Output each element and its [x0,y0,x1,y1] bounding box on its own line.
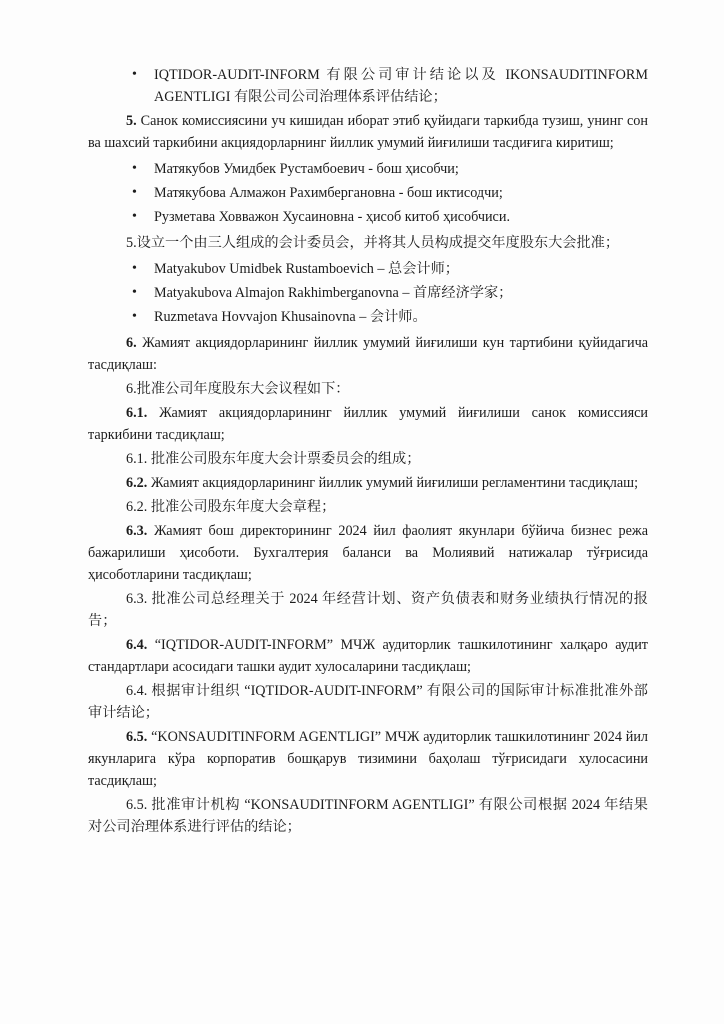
item-6-5-uz: 6.5. “KONSAUDITINFORM AGENTLIGI” МЧЖ аудиторлик ташкилотининг 2024 йил якунларига кўра корпоратив бошқарув тизимини баҳолаш тўғрисидаги хулосасини тасдиқлаш; [88,729,649,789]
item-6-2-uz: 6.2. Жамият акциядорларининг йиллик умумий йиғилиши регламентини тасдиқлаш; [126,475,639,491]
item-6-1-cn: 6.1. 批准公司股东年度大会计票委员会的组成； [126,451,421,467]
list-item [88,64,648,108]
bullet-icon: • [132,209,137,224]
item-number: 6.3. [126,523,148,539]
item-5-cn: 5.设立一个由三人组成的会计委员会，并将其人员构成提交年度股东大会批准； [126,235,620,251]
item-6-4-cn: 6.4. 根据审计组织 “IQTIDOR-AUDIT-INFORM” 有限公司的国际审计标准批准外部审计结论； [88,683,648,721]
item-number: 6.1. [126,405,148,421]
audit-conclusions-text: IQTIDOR-AUDIT-INFORM 有限公司审计结论以及 IKONSAUDITINFORM AGENTLIGI 有限公司公司治理体系评估结论； [154,67,648,105]
list-item: • Матякубова Алмажон Рахимбергановна - бош иктисодчи; [88,182,648,204]
members-list-uz [88,158,648,228]
item-number: 6. [126,335,137,351]
bullet-icon: • [132,185,137,200]
list-item: • Рузметава Ховважон Хусаиновна - ҳисоб китоб ҳисобчиси. [88,206,648,228]
document-body [88,64,648,838]
item-6-cn: 6.批准公司年度股东大会议程如下： [126,381,350,397]
item-6-uz: 6. Жамият акциядорларининг йиллик умумий йиғилиши кун тартибини қуйидагича тасдиқлаш: [88,335,649,373]
item-6-4-uz: 6.4. “IQTIDOR-AUDIT-INFORM” МЧЖ аудиторлик ташкилотининг халқаро аудит стандартлари асосидаги ташки аудит хулосаларини тасдиқлаш; [88,637,649,675]
item-6-3-uz: 6.3. Жамият бош директорининг 2024 йил фаолият якунлари бўйича бизнес режа бажарилиши ҳисоботи. Бухгалтерия баланси ва Молиявий натижалар тўғрисида ҳисоботларини тасдиқлаш; [88,523,649,583]
item-number: 6.4. [126,637,148,653]
list-item: • Matyakubova Almajon Rakhimberganovna – 首席经济学家； [88,282,648,304]
bullet-icon: • [132,161,137,176]
list-item: • Ruzmetava Hovvajon Khusainovna – 会计师。 [88,306,648,328]
bullet-icon: • [132,309,137,324]
item-5-uz: 5. Санок комиссиясини уч кишидан иборат этиб қуйидаги таркибда тузиш, унинг сон ва шахсий таркибини акциядорларнинг йиллик умумий йиғилиши тасдиғига киритиш; [88,113,648,151]
bullet-icon: • [132,285,137,300]
item-6-5-cn: 6.5. 批准审计机构 “KONSAUDITINFORM AGENTLIGI” 有限公司根据 2024 年结果对公司治理体系进行评估的结论； [88,797,648,835]
list-item: • Matyakubov Umidbek Rustamboevich – 总会计师； [88,258,648,280]
bullet-icon: • [132,67,137,82]
item-number: 6.2. [126,475,148,491]
item-6-2-cn: 6.2. 批准公司股东年度大会章程； [126,499,336,515]
item-6-3-cn: 6.3. 批准公司总经理关于 2024 年经营计划、资产负债表和财务业绩执行情况的报告； [88,591,648,629]
item-number: 6.5. [126,729,148,745]
bullet-icon: • [132,261,137,276]
item-number: 5. [126,113,137,129]
item-6-1-uz: 6.1. Жамият акциядорларининг йиллик умумий йиғилиши санок комиссияси таркибини тасдиқлаш; [88,405,648,443]
list-item: • Матякубов Умидбек Рустамбоевич - бош ҳисобчи; [88,158,648,180]
members-list-cn [88,258,648,328]
